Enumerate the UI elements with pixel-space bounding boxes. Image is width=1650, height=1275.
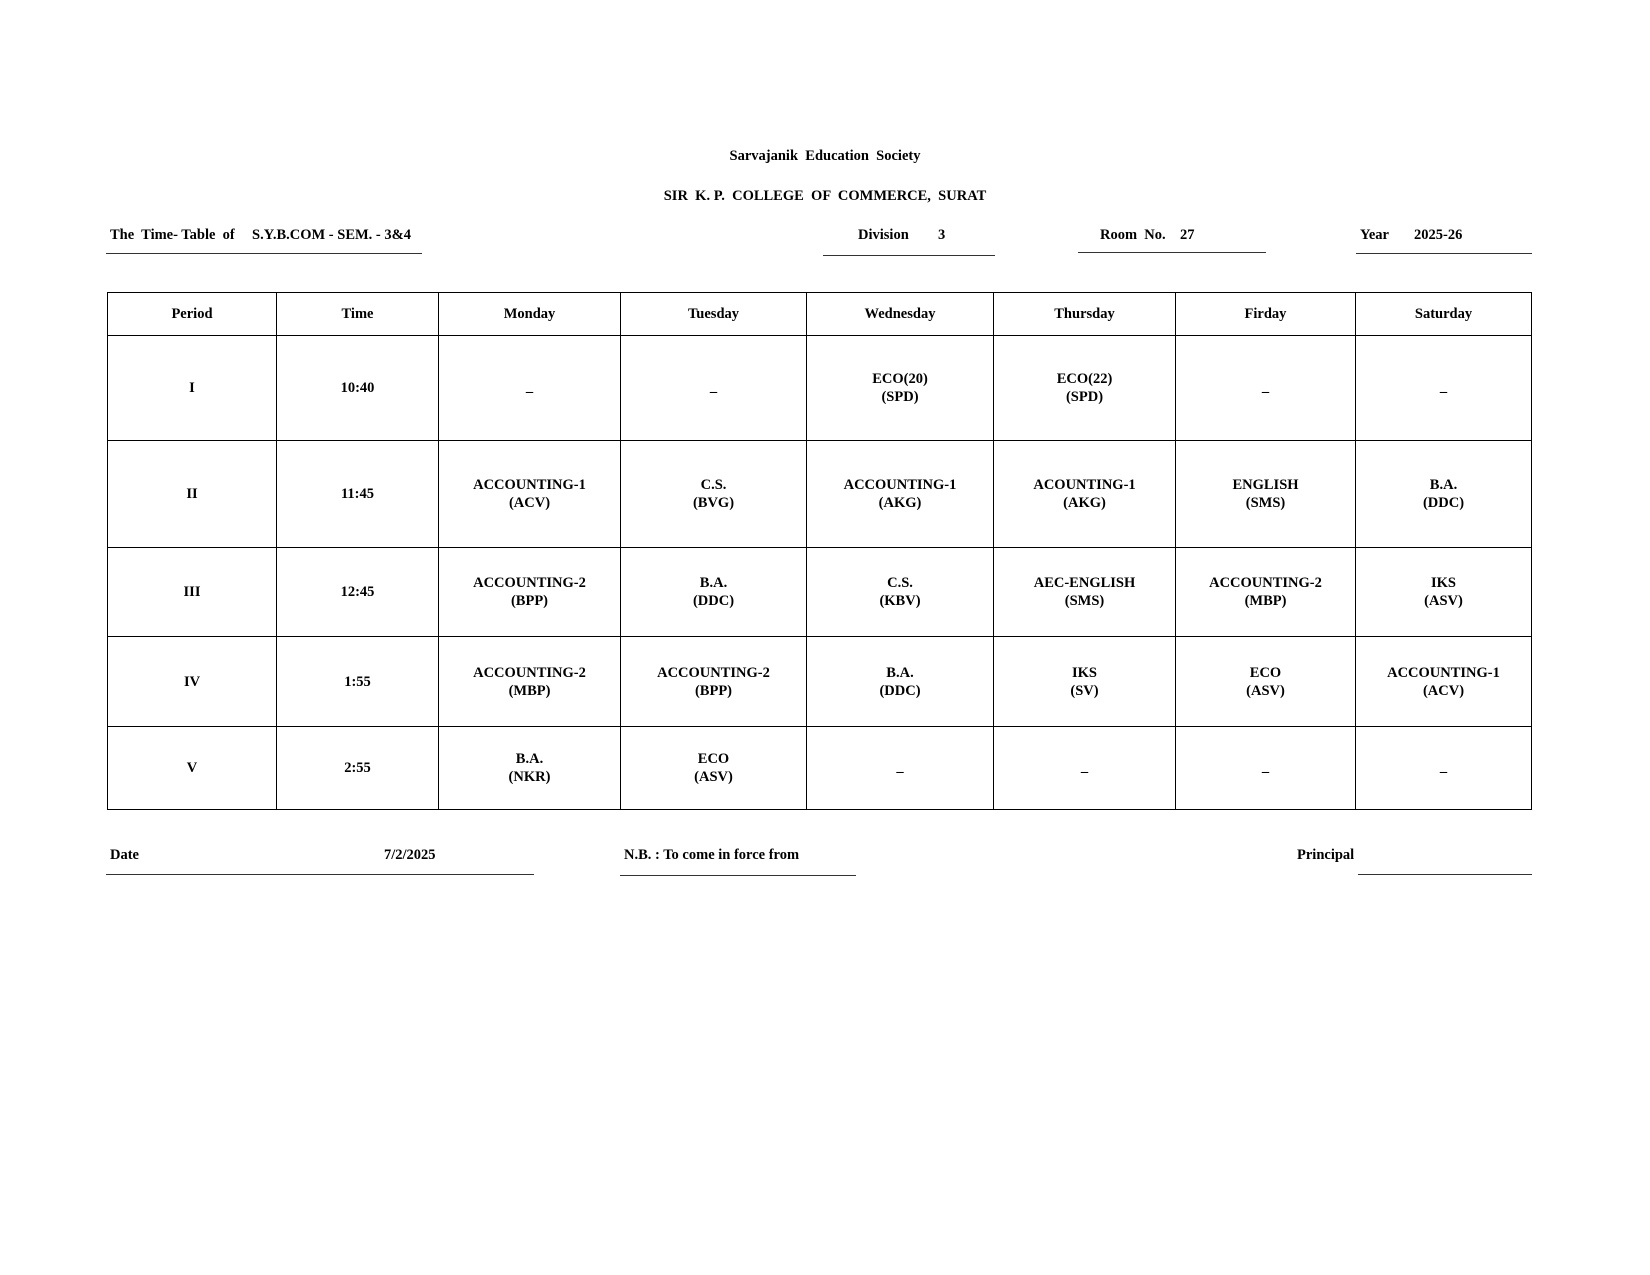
room-label: Room No.: [1100, 227, 1166, 243]
class-cell: [994, 727, 1176, 810]
room-value: 27: [1180, 227, 1195, 243]
class-cell: [994, 336, 1176, 441]
subject: B.A.: [1429, 477, 1458, 493]
class-cell: [807, 637, 994, 727]
teacher: (AKG): [1063, 495, 1106, 511]
column-header-monday: Monday: [439, 293, 621, 336]
teacher: (MBP): [508, 682, 551, 699]
year-label: Year: [1360, 227, 1389, 243]
class-cell: [1356, 637, 1532, 727]
class-cell: [621, 441, 807, 548]
college-name: SIR K. P. COLLEGE OF COMMERCE, SURAT: [663, 188, 987, 204]
subject: –: [1439, 764, 1448, 780]
subject: IKS: [1072, 664, 1097, 681]
table-row: [108, 548, 1532, 637]
subject: –: [1439, 384, 1448, 400]
class-cell: [807, 441, 994, 548]
subject: ACCOUNTING-2: [1209, 575, 1322, 591]
subject: ACOUNTING-1: [1033, 477, 1136, 493]
principal-label: Principal: [1297, 847, 1355, 863]
class-cell: [807, 336, 994, 441]
subject: ECO: [697, 751, 730, 767]
date-underline: [106, 874, 534, 875]
teacher: (KBV): [879, 593, 921, 609]
teacher: (DDC): [1422, 495, 1465, 511]
subject: –: [1261, 764, 1270, 780]
subject: B.A.: [515, 751, 544, 767]
subject: ACCOUNTING-2: [473, 575, 586, 591]
class-cell: [807, 548, 994, 637]
teacher: (BPP): [694, 682, 733, 699]
subject: B.A.: [886, 664, 914, 681]
column-header-friday: Firday: [1176, 293, 1356, 336]
division-underline: [823, 255, 995, 256]
class-cell: [1176, 441, 1356, 548]
subject: –: [525, 384, 534, 400]
teacher: (NKR): [508, 769, 551, 785]
nb-note: N.B. : To come in force from: [624, 847, 800, 863]
class-cell: [621, 727, 807, 810]
time-cell: 12:45: [277, 548, 439, 637]
teacher: (ASV): [1424, 593, 1463, 609]
time-cell: 11:45: [277, 441, 439, 548]
subject: –: [1261, 384, 1270, 400]
class-cell: [994, 548, 1176, 637]
teacher: (SV): [1070, 682, 1099, 699]
subject: ECO(22): [1056, 371, 1113, 387]
teacher: (DDC): [879, 682, 921, 699]
time-cell: 2:55: [277, 727, 439, 810]
period-cell: IV: [108, 637, 277, 727]
class-cell: [439, 336, 621, 441]
teacher: (ASV): [1246, 682, 1285, 699]
class-cell: [1176, 336, 1356, 441]
class-cell: [994, 441, 1176, 548]
date-label: Date: [110, 847, 139, 863]
subject: ACCOUNTING-1: [473, 477, 586, 493]
class-cell: [1176, 548, 1356, 637]
teacher: (SPD): [881, 389, 919, 405]
column-header-period: Period: [108, 293, 277, 336]
period-cell: I: [108, 336, 277, 441]
subject: –: [709, 384, 718, 400]
course-name: S.Y.B.COM - SEM. - 3&4: [252, 227, 411, 243]
table-row: [108, 637, 1532, 727]
timetable: [107, 292, 1532, 810]
class-cell: [439, 548, 621, 637]
teacher: (ACV): [508, 495, 551, 511]
period-cell: V: [108, 727, 277, 810]
teacher: (ASV): [694, 769, 733, 785]
principal-signature-line: [1358, 874, 1532, 875]
class-cell: [1356, 441, 1532, 548]
table-row: [108, 727, 1532, 810]
class-cell: [1356, 548, 1532, 637]
class-cell: [807, 727, 994, 810]
class-cell: [621, 336, 807, 441]
teacher: (ACV): [1422, 682, 1465, 699]
teacher: (DDC): [692, 593, 735, 609]
subject: ENGLISH: [1232, 477, 1299, 493]
table-row: [108, 441, 1532, 548]
division-label: Division: [858, 227, 909, 243]
year-value: 2025-26: [1414, 227, 1463, 243]
table-row: [108, 336, 1532, 441]
subject: ACCOUNTING-2: [473, 664, 586, 681]
teacher: (SMS): [1064, 593, 1105, 609]
subject: –: [1080, 764, 1089, 780]
teacher: (AKG): [878, 495, 922, 511]
timetable-label: The Time- Table of: [110, 227, 235, 243]
subject: B.A.: [699, 575, 728, 591]
period-cell: III: [108, 548, 277, 637]
course-underline: [106, 253, 422, 254]
teacher: (BPP): [510, 593, 549, 609]
column-header-saturday: Saturday: [1356, 293, 1532, 336]
subject: ACCOUNTING-2: [657, 664, 770, 681]
column-header-tuesday: Tuesday: [621, 293, 807, 336]
subject: IKS: [1431, 575, 1456, 591]
division-value: 3: [938, 227, 946, 243]
date-value: 7/2/2025: [384, 847, 436, 863]
subject: C.S.: [700, 477, 727, 493]
subject: –: [896, 764, 904, 780]
nb-underline: [620, 875, 856, 876]
subject: ECO(20): [872, 371, 928, 387]
class-cell: [1176, 727, 1356, 810]
time-cell: 1:55: [277, 637, 439, 727]
time-cell: 10:40: [277, 336, 439, 441]
year-underline: [1356, 253, 1532, 254]
class-cell: [621, 637, 807, 727]
column-header-wednesday: Wednesday: [807, 293, 994, 336]
class-cell: [439, 727, 621, 810]
teacher: (SPD): [1065, 389, 1104, 405]
column-header-time: Time: [277, 293, 439, 336]
subject: C.S.: [887, 575, 913, 591]
teacher: (SMS): [1245, 495, 1286, 511]
subject: ACCOUNTING-1: [1387, 664, 1500, 681]
column-header-thursday: Thursday: [994, 293, 1176, 336]
class-cell: [1356, 727, 1532, 810]
class-cell: [439, 441, 621, 548]
class-cell: [1356, 336, 1532, 441]
teacher: (MBP): [1244, 593, 1287, 609]
teacher: (BVG): [692, 495, 735, 511]
subject: AEC-ENGLISH: [1033, 575, 1136, 591]
subject: ACCOUNTING-1: [843, 477, 957, 493]
class-cell: [994, 637, 1176, 727]
society-name: Sarvajanik Education Society: [729, 148, 921, 164]
class-cell: [621, 548, 807, 637]
room-underline: [1078, 252, 1266, 253]
class-cell: [1176, 637, 1356, 727]
class-cell: [439, 637, 621, 727]
subject: ECO: [1249, 664, 1282, 681]
header-row: [108, 293, 1532, 336]
period-cell: II: [108, 441, 277, 548]
